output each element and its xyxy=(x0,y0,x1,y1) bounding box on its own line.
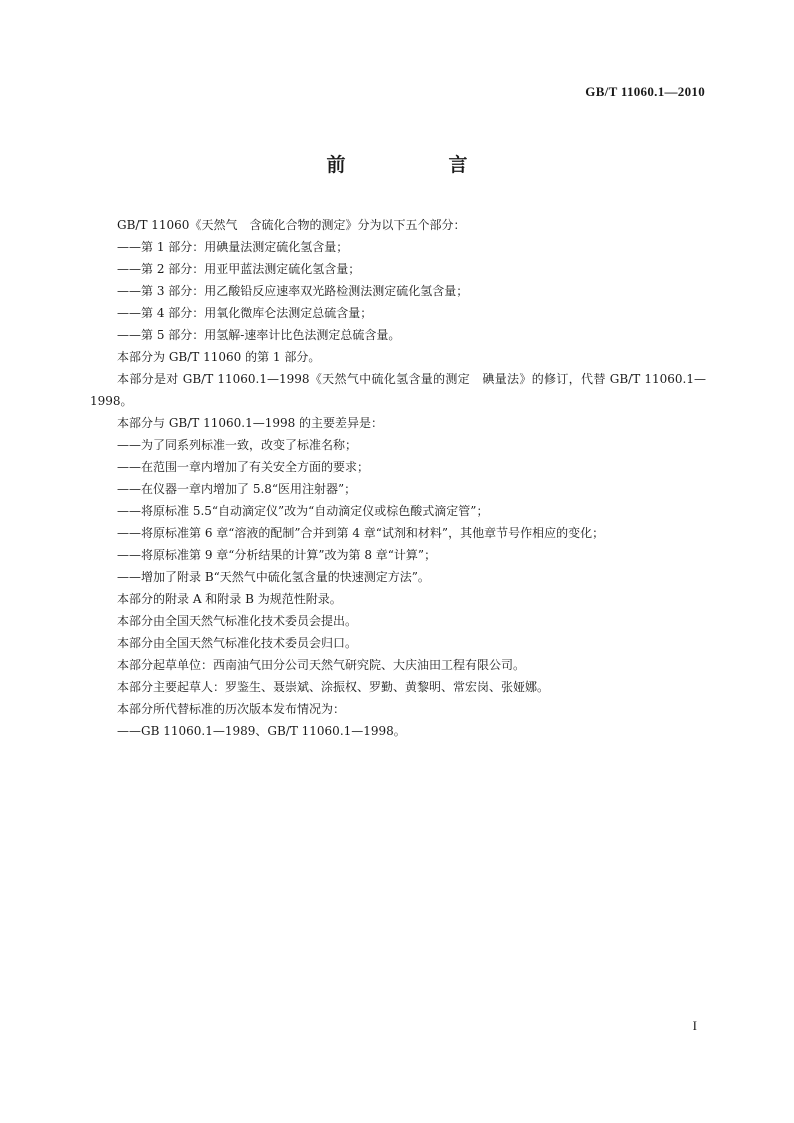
list-item-difference-5: ——将原标准第 6 章“溶液的配制”合并到第 4 章“试剂和材料”，其他章节号作相应的变化； xyxy=(117,526,605,540)
page-title: 前 言 xyxy=(326,154,510,176)
list-item-difference-7: ——增加了附录 B“天然气中硫化氢含量的快速测定方法”。 xyxy=(117,570,430,584)
paragraph-drafting-units: 本部分起草单位：西南油气田分公司天然气研究院、大庆油田工程有限公司。 xyxy=(117,658,526,672)
paragraph-annexes: 本部分的附录 A 和附录 B 为规范性附录。 xyxy=(117,592,342,606)
list-item-difference-6: ——将原标准第 9 章“分析结果的计算”改为第 8 章“计算”； xyxy=(117,548,437,562)
page-number: I xyxy=(692,1018,697,1033)
list-item-part-1: ——第 1 部分：用碘量法测定硫化氢含量； xyxy=(117,240,349,254)
list-item-part-5: ——第 5 部分：用氢解-速率计比色法测定总硫含量。 xyxy=(117,328,401,342)
list-item-difference-4: ——将原标准 5.5“自动滴定仪”改为“自动滴定仪或棕色酸式滴定管”； xyxy=(117,504,489,518)
paragraph-proposed-by: 本部分由全国天然气标准化技术委员会提出。 xyxy=(117,614,358,628)
paragraph-previous-editions-intro: 本部分所代替标准的历次版本发布情况为： xyxy=(117,702,346,716)
list-item-part-4: ——第 4 部分：用氧化微库仑法测定总硫含量； xyxy=(117,306,373,320)
paragraph-centralized-by: 本部分由全国天然气标准化技术委员会归口。 xyxy=(117,636,358,650)
paragraph-differences-intro: 本部分与 GB/T 11060.1—1998 的主要差异是： xyxy=(117,416,384,430)
list-item-part-3: ——第 3 部分：用乙酸铅反应速率双光路检测法测定硫化氢含量； xyxy=(117,284,469,298)
paragraph-drafters: 本部分主要起草人：罗鉴生、聂崇斌、涂振权、罗勤、黄黎明、常宏岗、张娅娜。 xyxy=(117,680,550,694)
list-item-difference-1: ——为了同系列标准一致，改变了标准名称； xyxy=(117,438,358,452)
paragraph-intro: GB/T 11060《天然气 含硫化合物的测定》分为以下五个部分： xyxy=(117,218,466,232)
list-item-previous-editions: ——GB 11060.1—1989、GB/T 11060.1—1998。 xyxy=(117,724,406,738)
paragraph-revision: 本部分是对 GB/T 11060.1—1998《天然气中硫化氢含量的测定 碘量法》的修订，代替 GB/T 11060.1—1998。 xyxy=(90,372,706,408)
list-item-difference-2: ——在范围一章内增加了有关安全方面的要求； xyxy=(117,460,370,474)
standard-code: GB/T 11060.1—2010 xyxy=(585,84,705,99)
list-item-part-2: ——第 2 部分：用亚甲蓝法测定硫化氢含量； xyxy=(117,262,361,276)
foreword-body xyxy=(90,214,706,742)
paragraph-part-statement: 本部分为 GB/T 11060 的第 1 部分。 xyxy=(117,350,321,364)
list-item-difference-3: ——在仪器一章内增加了 5.8“医用注射器”； xyxy=(117,482,357,496)
